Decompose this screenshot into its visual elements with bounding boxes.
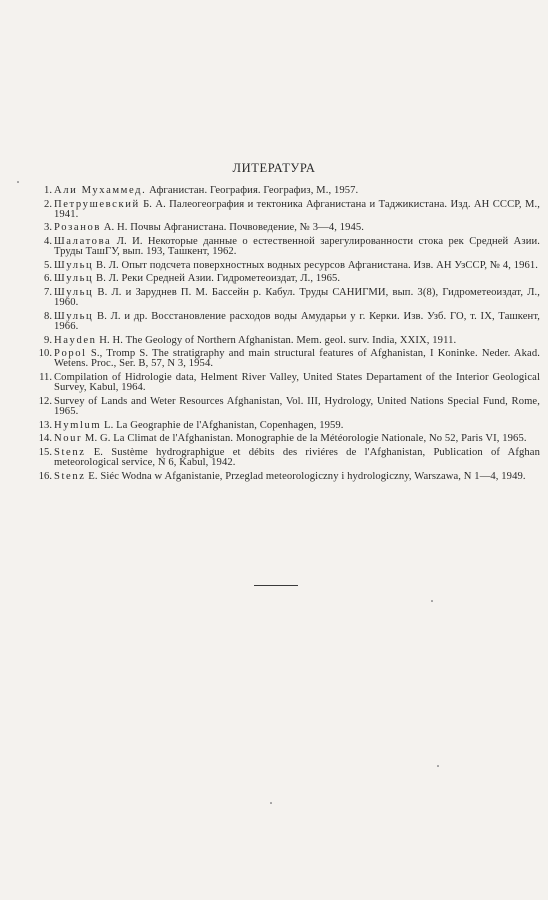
reference-item: [36, 200, 540, 220]
reference-item: [36, 397, 540, 417]
reference-item: [36, 373, 540, 393]
reference-number: 6.: [44, 273, 52, 285]
reference-item: [36, 448, 540, 468]
reference-author: Али Мухаммед.: [54, 185, 147, 196]
reference-author: Nour: [54, 433, 83, 445]
paper-speck: [431, 600, 433, 602]
reference-author: Шульц: [54, 273, 94, 285]
reference-number: 12.: [38, 395, 52, 407]
reference-item: [36, 434, 540, 444]
reference-number: 8.: [44, 310, 52, 322]
reference-number: 16.: [38, 470, 52, 482]
reference-author: Шульц: [54, 259, 94, 271]
reference-author: Шульц: [54, 310, 94, 322]
reference-number: 15.: [38, 446, 52, 458]
reference-list: [36, 186, 540, 485]
closing-rule: [254, 585, 298, 586]
reference-item: [36, 421, 540, 431]
reference-number: 3.: [44, 222, 52, 234]
reference-author: Шалатова: [54, 235, 112, 247]
reference-item: [36, 336, 540, 346]
reference-text: В. Л. и др. Восстановление расходов воды Амударьи у г. Керки. Изв. Узб. ГО, т. IX, Ташкент, 1966.: [54, 310, 540, 332]
reference-author: Розанов: [54, 222, 101, 234]
reference-text: E. Sustème hydrographigue et débits des riviéres de l'Afghanistan, Publication of Afghan meteorological service, N 6, Kabul, 1942.: [54, 446, 540, 468]
reference-text: А. Н. Почвы Афганистана. Почвоведение, № 3—4, 1945.: [100, 222, 365, 234]
reference-item: [36, 349, 540, 369]
reference-text: В. Л. и Заруднев П. М. Бассейн р. Кабул. Труды САНИГМИ, вып. 3(8), Гидрометеоиздат, Л., 1960.: [54, 286, 540, 309]
reference-text: Compilation of Hidrologie data, Helment River Valley, United States Departament of the Interior Geological Survey, Kabul, 1964.: [54, 371, 540, 394]
reference-author: Popol: [54, 348, 87, 360]
reference-text: S., Tromp S. The stratigraphy and main structural features of Afghanistan, I Koninke. Neder. Akad. Wetens. Proc., Ser. B, 57, N 3, 1954.: [54, 348, 540, 370]
reference-number: 14.: [38, 433, 52, 445]
reference-item: [36, 261, 540, 271]
paper-speck: [270, 802, 272, 804]
reference-text: H. H. The Geology of Northern Afghanistan. Mem. geol. surv. India, XXIX, 1911.: [96, 334, 457, 346]
reference-number: 9.: [44, 334, 52, 346]
reference-text: Л. И. Некоторые данные о естественной зарегулированности стока рек Средней Азии. Труды ТашГУ, вып. 193, Ташкент, 1962.: [54, 235, 540, 258]
reference-item: [36, 274, 540, 284]
reference-item: [36, 186, 540, 196]
reference-number: 5.: [44, 259, 52, 271]
reference-item: [36, 223, 540, 233]
reference-text: Б. А. Палеогеография и тектоника Афганистана и Таджикистана. Изд. АН СССР, М., 1941.: [54, 198, 540, 220]
reference-number: 13.: [38, 419, 52, 431]
reference-item: [36, 288, 540, 308]
reference-number: 4.: [44, 235, 52, 247]
reference-text: Афганистан. География. Географиз, М., 1957.: [146, 185, 359, 196]
reference-text: L. La Geographie de l'Afghanistan, Copenhagen, 1959.: [101, 419, 344, 431]
reference-text: В. Л. Реки Средней Азии. Гидрометеоиздат, Л., 1965.: [93, 273, 341, 285]
reference-item: [36, 472, 540, 482]
reference-item: [36, 237, 540, 257]
reference-author: Hayden: [54, 334, 97, 346]
reference-author: Петрушевский: [54, 198, 140, 210]
paper-speck: [17, 181, 19, 183]
reference-author: Шульц: [54, 286, 94, 298]
reference-text: Survey of Lands and Weter Resources Afghanistan, Vol. III, Hydrology, United Nations Special Fund, Rome, 1965.: [54, 395, 540, 417]
reference-number: 2.: [44, 198, 52, 210]
reference-item: [36, 312, 540, 332]
reference-number: 10.: [38, 348, 52, 360]
reference-text: M. G. La Climat de l'Afghanistan. Monographie de la Météorologie Nationale, No 52, Paris VI, 1965.: [82, 433, 527, 445]
reference-author: Stenz: [54, 446, 86, 458]
reference-author: Stenz: [54, 470, 86, 482]
reference-number: 11.: [39, 371, 52, 383]
reference-number: 7.: [44, 286, 52, 298]
reference-text: В. Л. Опыт подсчета поверхностных водных ресурсов Афганистана. Изв. АН УзССР, № 4, 1961.: [93, 259, 539, 271]
paper-speck: [437, 765, 439, 767]
reference-author: Hymlum: [54, 419, 102, 431]
reference-text: E. Siéc Wodna w Afganistanie, Przeglad meteorologiczny i hydrologiczny, Warszawa, N 1—4, 1949.: [85, 470, 526, 482]
page-title: ЛИТЕРАТУРА: [232, 161, 316, 175]
reference-number: 1.: [44, 185, 52, 196]
